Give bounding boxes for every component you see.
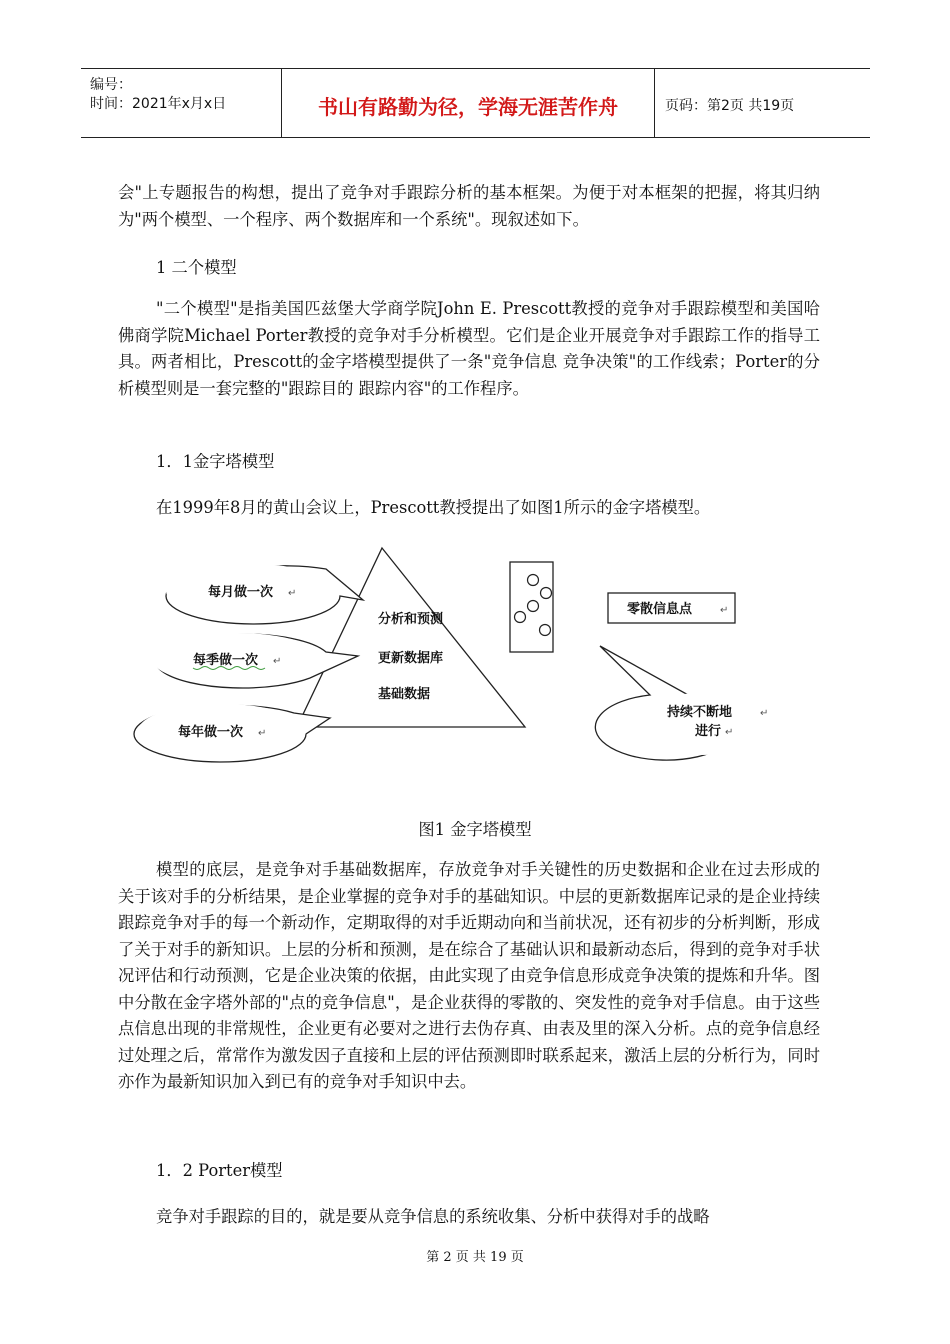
header-table [81, 68, 870, 138]
pyramid-model-diagram [130, 540, 790, 800]
paragraph-two-models: "二个模型"是指美国匹兹堡大学商学院John E. Prescott教授的竞争对手跟踪模型和美国哈佛商学院Michael Porter教授的竞争对手分析模型。它们是企业开展竞争对手跟踪工作的指导工具。两者相比，Prescott的金字塔模型提供了一条"竞争信息 竞争决策"的工作线索；Porter的分析模型则是一套完整的"跟踪目的 跟踪内容"的工作程序。 [118, 299, 820, 398]
number-label: 编号： [90, 77, 132, 93]
dot [541, 588, 552, 599]
bubble-monthly-text: 每月做一次 [208, 585, 274, 600]
pyramid-layer-mid: 更新数据库 [378, 651, 444, 666]
heading-pyramid-model: 1．1金字塔模型 [156, 452, 275, 471]
time-label: 时间：2021年x月x日 [90, 96, 227, 112]
svg-text:↵: ↵ [258, 728, 267, 739]
svg-text:↵: ↵ [288, 588, 297, 599]
heading-two-models: 1 二个模型 [156, 258, 237, 277]
svg-text:↵: ↵ [760, 708, 769, 719]
bubble-yearly-text: 每年做一次 [178, 725, 244, 740]
paragraph-figure-intro: 在1999年8月的黄山会议上，Prescott教授提出了如图1所示的金字塔模型。 [156, 498, 711, 517]
continuous-text-line1: 持续不断地 [667, 705, 733, 720]
page-label: 页码：第2页 共19页 [665, 98, 795, 114]
bubble-yearly [134, 704, 330, 762]
header-motto-cell [282, 69, 655, 137]
dot [528, 601, 539, 612]
paragraph-model-explanation: 模型的底层，是竞争对手基础数据库，存放竞争对手关键性的历史数据和企业在过去形成的关于该对手的分析结果，是企业掌握的竞争对手的基础知识。中层的更新数据库记录的是企业持续跟踪竞争对手的每一个新动作，定期取得的对手近期动向和当前状况，还有初步的分析判断，形成了关于对手的新知识。上层的分析和预测，是在综合了基础认识和最新动态后，得到的竞争对手状况评估和行动预测，它是企业决策的依据，由此实现了由竞争信息形成竞争决策的提炼和升华。图中分散在金字塔外部的"点的竞争信息"，是企业获得的零散的、突发性的竞争对手信息。由于这些点信息出现的非常规性，企业更有必要对之进行去伪存真、由表及里的深入分析。点的竞争信息经过处理之后，常常作为激发因子直接和上层的评估预测即时联系起来，激活上层的分析行为，同时亦作为最新知识加入到已有的竞争对手知识中去。 [118, 860, 820, 1091]
paragraph-intro: 会"上专题报告的构想，提出了竞争对手跟踪分析的基本框架。为便于对本框架的把握，将其归纳为"两个模型、一个程序、两个数据库和一个系统"。现叙述如下。 [118, 183, 820, 229]
header-page-cell [655, 69, 870, 137]
pyramid-layer-base: 基础数据 [378, 687, 431, 702]
figure-caption: 图1 金字塔模型 [418, 820, 532, 839]
bubble-continuous [595, 646, 770, 760]
svg-text:↵: ↵ [720, 605, 729, 616]
dot [515, 612, 526, 623]
bubble-monthly [166, 564, 363, 624]
header-meta-cell [81, 69, 282, 137]
pyramid-layer-top: 分析和预测 [378, 612, 444, 627]
svg-text:↵: ↵ [725, 727, 734, 738]
scattered-info-text: 零散信息点 [627, 602, 693, 617]
paragraph-porter: 竞争对手跟踪的目的，就是要从竞争信息的系统收集、分析中获得对手的战略 [156, 1207, 710, 1226]
bubble-quarterly-text: 每季做一次 [193, 653, 259, 668]
dot [528, 575, 539, 586]
svg-text:↵: ↵ [273, 656, 282, 667]
continuous-text-line2: 进行 [695, 724, 722, 739]
heading-porter-model: 1．2 Porter模型 [156, 1161, 283, 1180]
motto: 书山有路勤为径，学海无涯苦作舟 [318, 95, 618, 119]
dot [540, 625, 551, 636]
page-footer: 第 2 页 共 19 页 [426, 1250, 524, 1265]
